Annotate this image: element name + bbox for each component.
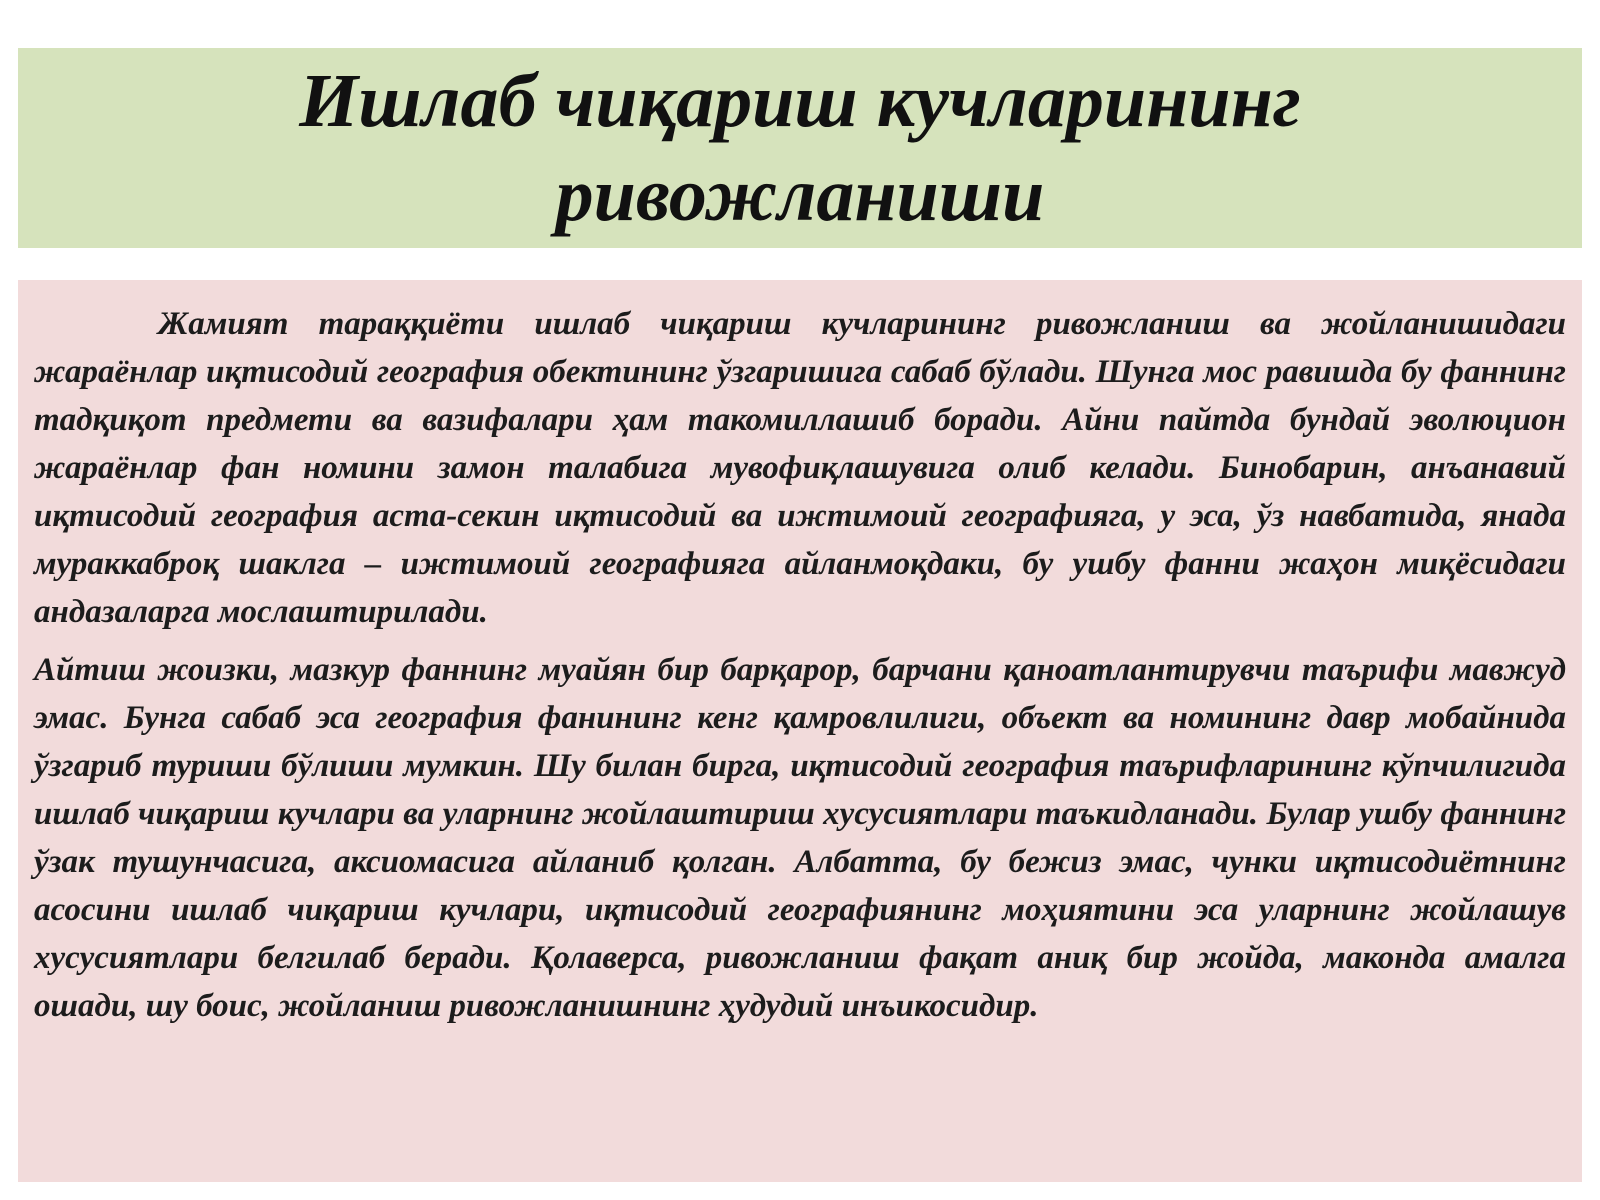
body-paragraph-1: Жамият тараққиёти ишлаб чиқариш кучларининг ривожланиш ва жойланишидаги жараёнлар иқтисодий география обектининг ўзгаришига сабаб бўлади. Шунга мос равишда бу фаннинг тадқиқот предмети ва вазифалари ҳам такомиллашиб боради. Айни пайтда бундай эволюцион жараёнлар фан номини замон талабига мувофиқлашувига олиб келади. Бинобарин, анъанавий иқтисодий география аста-секин иқтисодий ва ижтимоий географияга, у эса, ўз навбатида, янада мураккаброқ шаклга – ижтимоий географияга айланмоқдаки, бу ушбу фанни жаҳон миқёсидаги андазаларга мослаштирилади.	[34, 306, 1566, 630]
slide-title: Ишлаб чиқариш кучларининг ривожланиши	[299, 59, 1301, 237]
body-paragraph-2: Айтиш жоизки, мазкур фаннинг муайян бир барқарор, барчани қаноатлантирувчи таърифи мавжуд эмас. Бунга сабаб эса география фанининг кенг қамровлилиги, объект ва номининг давр мобайнида ўзгариб туриши бўлиши мумкин. Шу билан бирга, иқтисодий география таърифларининг кўпчилигида ишлаб чиқариш кучлари ва уларнинг жойлаштириш хусусиятлари таъкидланади. Булар ушбу фаннинг ўзак тушунчасига, аксиомасига айланиб қолган. Албатта, бу бежиз эмас, чунки иқтисодиётнинг асосини ишлаб чиқариш кучлари, иқтисодий географиянинг моҳиятини эса уларнинг жойлашув хусусиятлари белгилаб беради. Қолаверса, ривожланиш фақат аниқ бир жойда, маконда амалга ошади, шу боис, жойланиш ривожланишнинг ҳудудий инъикосидир.	[34, 652, 1566, 1024]
title-panel	[18, 48, 1582, 248]
body-text-panel	[18, 280, 1582, 1182]
